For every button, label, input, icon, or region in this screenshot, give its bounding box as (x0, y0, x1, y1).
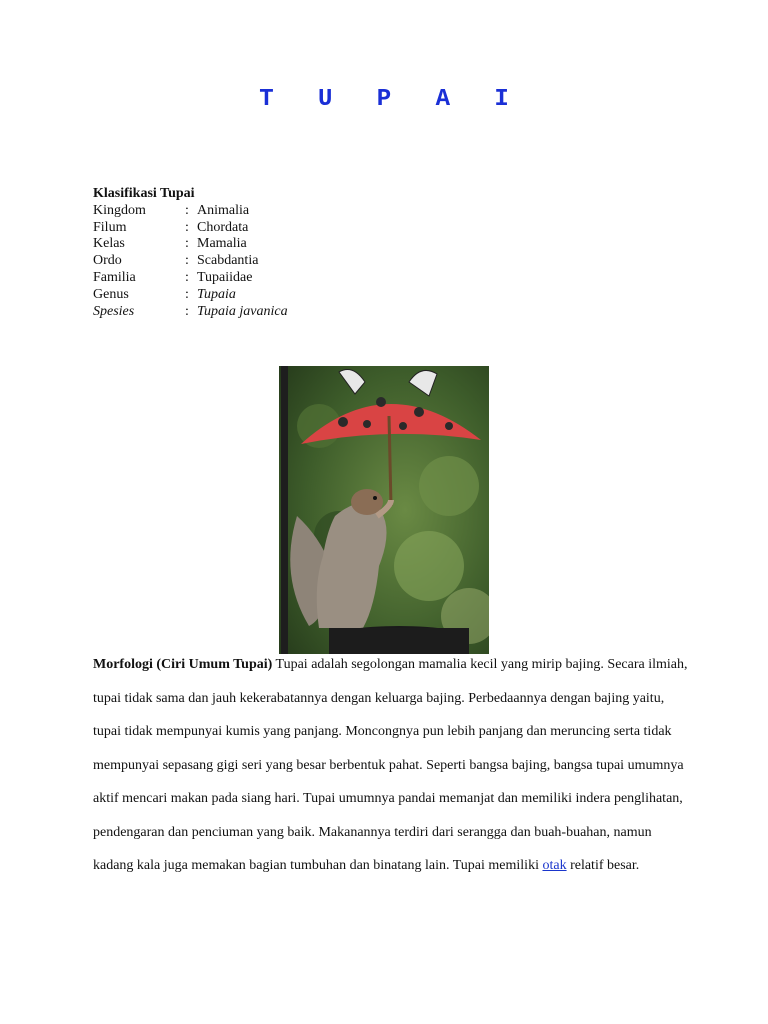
morphology-heading: Morfologi (Ciri Umum Tupai) (93, 657, 273, 672)
classification-separator: : (185, 202, 189, 218)
classification-separator: : (185, 219, 189, 235)
classification-row (93, 236, 288, 253)
classification-key: Familia (93, 269, 136, 285)
classification-value: Scabdantia (197, 253, 259, 269)
classification-row (93, 253, 288, 270)
classification-value: Tupaia (197, 286, 236, 302)
classification-key: Filum (93, 219, 127, 235)
classification-separator: : (185, 253, 189, 269)
classification-value: Mamalia (197, 236, 247, 252)
classification-key: Kingdom (93, 202, 146, 218)
classification-key: Kelas (93, 236, 125, 252)
classification-separator: : (185, 236, 189, 252)
classification-row (93, 270, 288, 287)
classification-row (93, 203, 288, 220)
classification-value: Chordata (197, 219, 249, 235)
classification-value: Tupaiidae (197, 269, 253, 285)
classification-block (93, 186, 288, 320)
classification-heading: Klasifikasi Tupai (93, 186, 195, 201)
classification-row (93, 220, 288, 237)
classification-value: Animalia (197, 202, 250, 218)
classification-value: Tupaia javanica (197, 303, 288, 319)
classification-row (93, 287, 288, 304)
squirrel-with-umbrella-photo (279, 366, 489, 654)
morphology-paragraph (93, 648, 693, 883)
morphology-text: Tupai adalah segolongan mamalia kecil yang mirip bajing. Secara ilmiah, tupai tidak sama dan jauh kekerabatannya dengan keluarga bajing. Perbedaannya dengan bajing yaitu, tupai tidak mempunyai kumis yang panjang. Moncongnya pun lebih panjang dan meruncing serta tidak mempunyai sepasang gigi seri yang besar berbentuk pahat. Seperti bangsa bajing, bangsa tupai umumnya aktif mencari makan pada siang hari. Tupai umumnya pandai memanjat dan memiliki indera penglihatan, pendengaran dan penciuman yang baik. Makanannya terdiri dari serangga dan buah-buahan, namun kadang kala juga memakan bagian tumbuhan dan binatang lain. Tupai memiliki (93, 657, 688, 873)
classification-key: Ordo (93, 253, 122, 269)
page-title: T U P A I (259, 86, 524, 113)
classification-table (93, 203, 288, 321)
classification-separator: : (185, 286, 189, 302)
classification-key: Spesies (93, 303, 135, 319)
classification-row (93, 304, 288, 321)
classification-separator: : (185, 303, 189, 319)
classification-key: Genus (93, 286, 129, 302)
otak-link[interactable]: otak (542, 858, 567, 873)
morphology-tail: relatif besar. (566, 858, 640, 873)
classification-separator: : (185, 269, 189, 285)
